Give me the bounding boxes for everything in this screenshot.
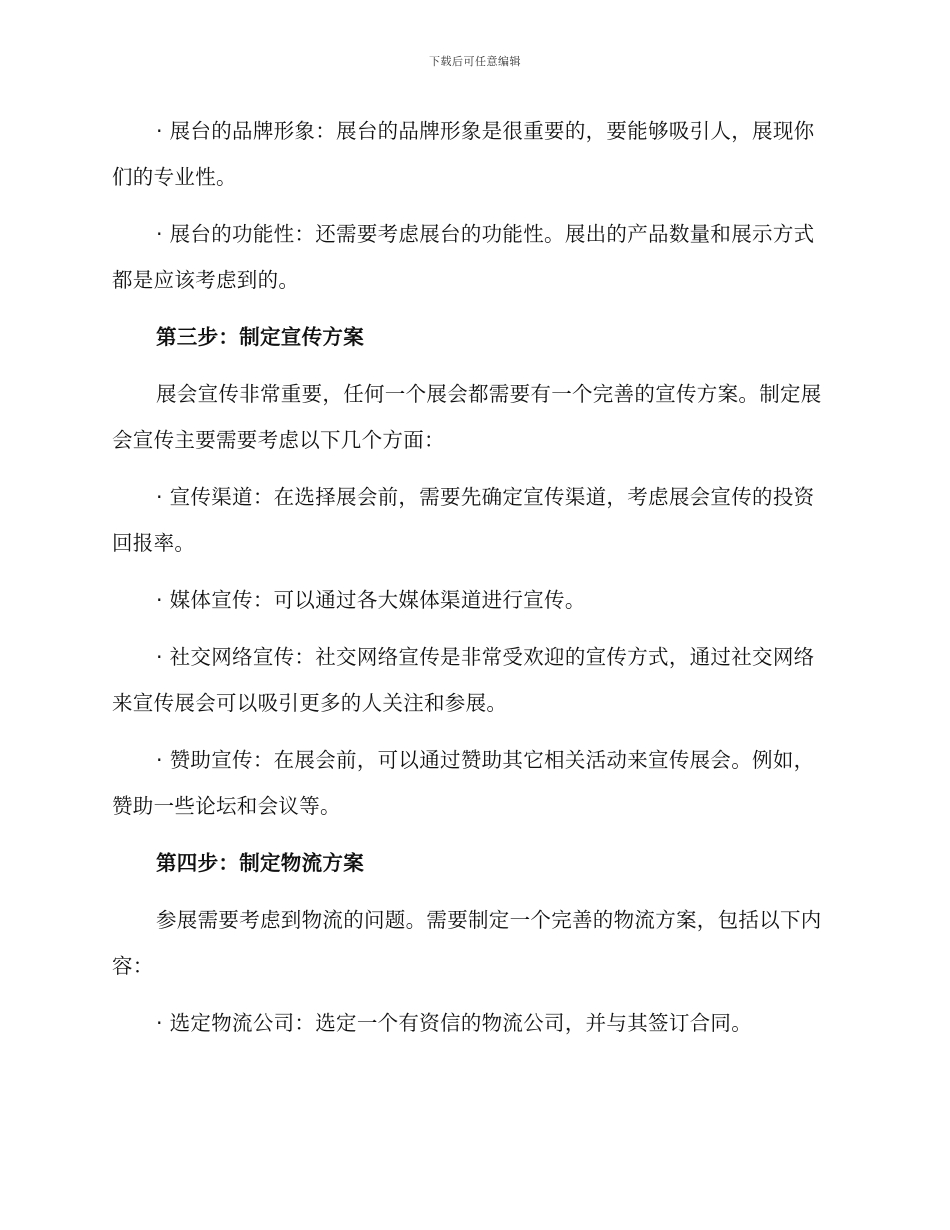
bullet-booth-brand-image: · 展台的品牌形象：展台的品牌形象是很重要的，要能够吸引人，展现你们的专业性。 — [112, 119, 815, 189]
document-body — [112, 108, 834, 1057]
bullet-sponsorship-promotion: · 赞助宣传：在展会前，可以通过赞助其它相关活动来宣传展会。例如，赞助一些论坛和会议等。 — [112, 748, 815, 818]
paragraph-logistics-intro: 参展需要考虑到物流的问题。需要制定一个完善的物流方案，包括以下内容： — [112, 908, 822, 978]
section-heading-step-three: 第三步：制定宣传方案 — [156, 325, 364, 349]
bullet-social-network-promotion: · 社交网络宣传：社交网络宣传是非常受欢迎的宣传方式，通过社交网络来宣传展会可以吸引更多的人关注和参展。 — [112, 645, 815, 715]
bullet-promotion-channels: · 宣传渠道：在选择展会前，需要先确定宣传渠道，考虑展会宣传的投资回报率。 — [112, 485, 815, 555]
paragraph-promotion-intro: 展会宣传非常重要，任何一个展会都需要有一个完善的宣传方案。制定展会宣传主要需要考虑以下几个方面： — [112, 382, 822, 452]
bullet-select-logistics-company: · 选定物流公司：选定一个有资信的物流公司，并与其签订合同。 — [156, 1011, 753, 1035]
bullet-media-promotion: · 媒体宣传：可以通过各大媒体渠道进行宣传。 — [156, 588, 586, 612]
bullet-booth-functionality: · 展台的功能性：还需要考虑展台的功能性。展出的产品数量和展示方式都是应该考虑到的。 — [112, 222, 815, 292]
section-heading-step-four: 第四步：制定物流方案 — [156, 851, 364, 875]
header-note: 下载后可任意编辑 — [429, 55, 521, 68]
